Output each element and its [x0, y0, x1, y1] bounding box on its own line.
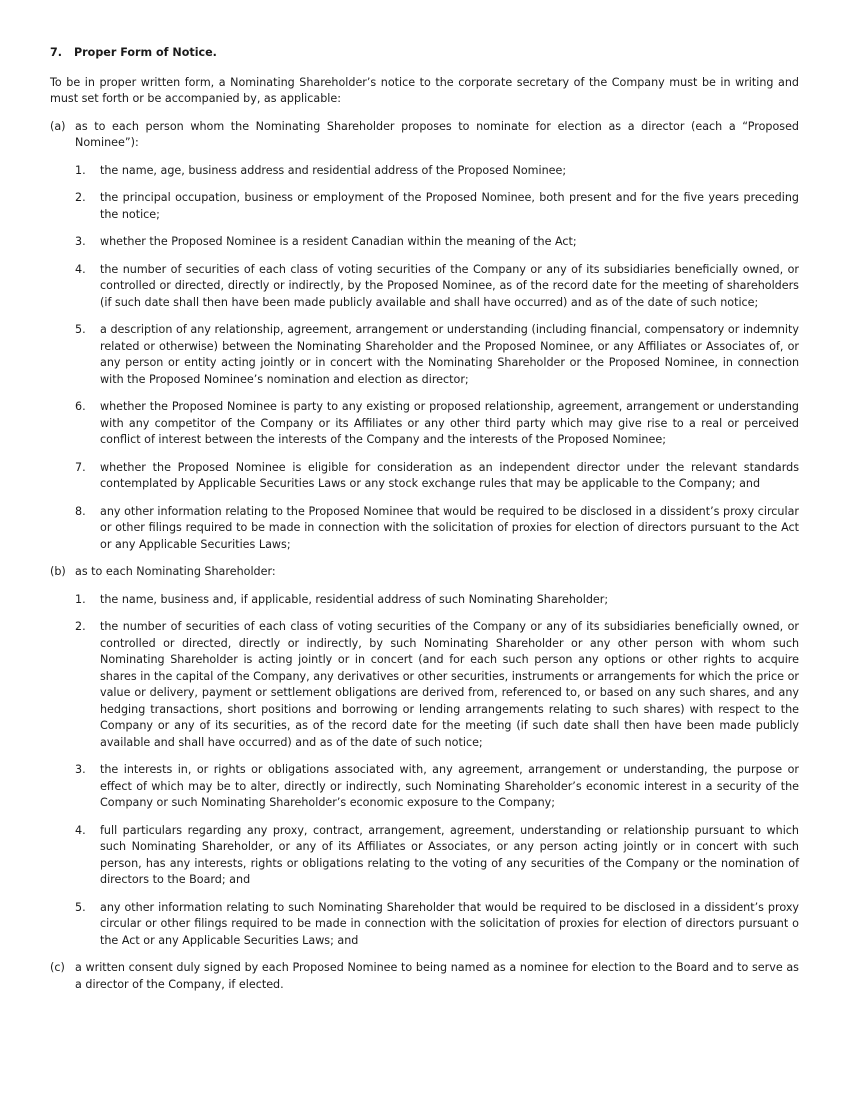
sub-item-text: a description of any relationship, agreement, arrangement or understanding (including financial, compensatory or indemnity related or otherwise) between the Nominating Shareholder and the Proposed Nominee, or any Affiliates or Associates of, or any person or entity acting jointly or in concert with the Nominating Shareholder or the Proposed Nominee, in connection with the Proposed Nominee’s nomination and election as director;	[100, 323, 799, 386]
sub-item	[50, 823, 799, 889]
sub-item-text: whether the Proposed Nominee is eligible for consideration as an independent director under the relevant standards contemplated by Applicable Securities Laws or any stock exchange rules that may be applicable to the Company; and	[100, 460, 799, 490]
sub-item-label: 1.	[75, 163, 86, 177]
sub-item	[50, 262, 799, 312]
intro-paragraph: To be in proper written form, a Nominating Shareholder’s notice to the corporate secretary of the Company must be in writing and must set forth or be accompanied by, as applicable:	[50, 75, 799, 105]
sub-item	[50, 399, 799, 449]
sub-item-text: the number of securities of each class of voting securities of the Company or any of its subsidiaries beneficially owned, or controlled or directed, directly or indirectly, by the Proposed Nominee, as of the record date for the meeting of shareholders (if such date shall then have been made publicly available and shall have occurred) and as of the date of such notice;	[100, 262, 799, 309]
item-label: (a)	[50, 119, 66, 133]
item-text: as to each Nominating Shareholder:	[75, 565, 276, 578]
sub-item-text: any other information relating to the Proposed Nominee that would be required to be disclosed in a dissident’s proxy circular or other filings required to be made in connection with the solicitation of proxies for election of directors pursuant to the Act or any Applicable Securities Laws;	[100, 504, 799, 551]
sub-item	[50, 322, 799, 388]
sub-item-label: 5.	[75, 323, 86, 336]
sub-item-label: 3.	[75, 235, 86, 248]
sub-item-label: 8.	[75, 504, 86, 518]
sub-item-text: the number of securities of each class of voting securities of the Company or any of its subsidiaries beneficially owned, or controlled or directed, directly or indirectly, by such Nominating Shareholder or any other person with whom such Nominating Shareholder is acting jointly or in concert (and for each such person any options or other rights to acquire shares in the capital of the Company, any derivatives or other securities, instruments or arrangements for which the price or value or delivery, payment or settlement obligations are derived from, referenced to, or based on any such shares, and any hedging transactions, short positions and borrowing or lending arrangements relating to such shares) with respect to the Company or any of its securities, as of the record date for the meeting (if such date shall then have been made publicly available and shall have occurred) and as of the date of such notice;	[100, 620, 799, 749]
item-label: (c)	[50, 961, 65, 974]
item-label: (b)	[50, 565, 66, 578]
sub-item-text: the name, business and, if applicable, residential address of such Nominating Shareholder;	[100, 592, 609, 606]
sub-item-label: 5.	[75, 900, 86, 914]
sub-item-text: full particulars regarding any proxy, contract, arrangement, agreement, understanding or relationship pursuant to which such Nominating Shareholder, or any of its Affiliates or Associates, or any person acting jointly or in concert with such person, has any interests, rights or obligations relating to the voting of any securities of the Company or the nomination of directors to the Board; and	[100, 823, 799, 886]
list-item-a	[50, 119, 799, 152]
list-item-b	[50, 564, 799, 581]
sub-item-text: whether the Proposed Nominee is a resident Canadian within the meaning of the Act;	[100, 235, 577, 248]
item-text: as to each person whom the Nominating Shareholder proposes to nominate for election as a director (each a “Proposed Nominee”):	[75, 119, 799, 149]
sub-item	[50, 619, 799, 751]
sub-item-label: 1.	[75, 592, 86, 606]
item-text: a written consent duly signed by each Proposed Nominee to being named as a nominee for election to the Board and to serve as a director of the Company, if elected.	[75, 961, 799, 991]
sub-item-text: the interests in, or rights or obligations associated with, any agreement, arrangement or understanding, the purpose or effect of which may be to alter, directly or indirectly, such Nominating Shareholder’s economic interest in a security of the Company or such Nominating Shareholder’s economic exposure to the Company;	[100, 763, 799, 809]
sub-item	[50, 592, 799, 609]
sub-item-text: any other information relating to such Nominating Shareholder that would be required to be disclosed in a dissident’s proxy circular or other filings required to be made in connection with the solicitation of proxies for election of directors pursuant o the Act or any Applicable Securities Laws; and	[100, 900, 799, 947]
section-heading	[50, 45, 799, 62]
sub-item-text: the principal occupation, business or employment of the Proposed Nominee, both present and for the five years preceding the notice;	[100, 191, 799, 221]
sub-item	[50, 504, 799, 554]
sub-item-label: 7.	[75, 460, 86, 474]
sub-item	[50, 190, 799, 223]
sub-item-text: whether the Proposed Nominee is party to any existing or proposed relationship, agreement, arrangement or understanding with any competitor of the Company or its Affiliates or any other third party which may give rise to a real or perceived conflict of interest between the interests of the Company and the interests of the Proposed Nominee;	[100, 400, 799, 446]
sub-item	[50, 762, 799, 812]
sub-item-label: 6.	[75, 400, 86, 413]
sub-item-text: the name, age, business address and residential address of the Proposed Nominee;	[100, 163, 567, 177]
section-number: 7.	[50, 46, 62, 59]
sub-item-label: 2.	[75, 191, 86, 204]
sub-item	[50, 460, 799, 493]
list-item-c	[50, 960, 799, 993]
sub-item-label: 2.	[75, 620, 86, 633]
document-page	[50, 45, 799, 1004]
sub-item	[50, 900, 799, 950]
sub-item	[50, 163, 799, 180]
section-title: Proper Form of Notice.	[74, 46, 217, 59]
sub-item-label: 3.	[75, 763, 86, 776]
sub-item-label: 4.	[75, 262, 86, 276]
sub-item-label: 4.	[75, 823, 86, 837]
sub-item	[50, 234, 799, 251]
